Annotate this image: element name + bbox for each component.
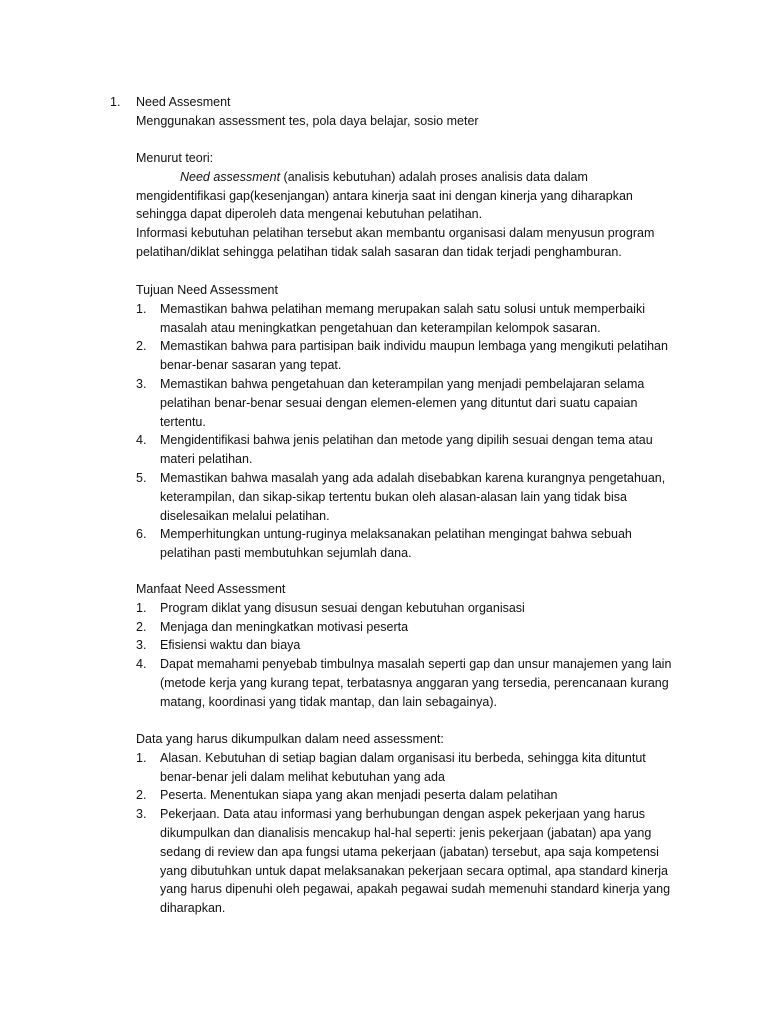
list-item-line: Mengidentifikasi bahwa jenis pelatihan dan metode yang dipilih sesuai dengan tema atau: [160, 433, 653, 448]
data-list: [136, 749, 716, 918]
list-item-line: Memastikan bahwa pengetahuan dan keterampilan yang menjadi pembelajaran selama: [160, 376, 645, 391]
list-item-line: Memperhitungkan untung-ruginya melaksanakan pelatihan mengingat bahwa sebuah: [160, 527, 632, 542]
list-item-number: 2.: [136, 339, 147, 354]
data-heading: Data yang harus dikumpulkan dalam need assessment:: [136, 732, 444, 746]
list-item-line: Memastikan bahwa masalah yang ada adalah disebabkan karena kurangnya pengetahuan,: [160, 470, 666, 485]
theory-para1-rest: (analisis kebutuhan) adalah proses analisis data dalam: [280, 169, 588, 184]
list-item-number: 3.: [136, 807, 147, 822]
list-item-line: keterampilan, dan sikap-sikap tertentu bukan oleh alasan-alasan lain yang tidak bisa: [160, 489, 627, 504]
list-item-line: Memastikan bahwa para partisipan baik individu maupun lembaga yang mengikuti pelatihan: [160, 339, 668, 354]
list-item-line: yang harus dipenuhi oleh pegawai, apakah pegawai sudah memenuhi standard kinerja yang: [160, 882, 671, 897]
list-item-line: pelatihan pasti membutuhkan sejumlah dana.: [160, 546, 412, 561]
tujuan-heading: Tujuan Need Assessment: [136, 283, 278, 297]
item1-number: 1.: [110, 95, 121, 109]
list-item: [136, 618, 716, 637]
list-item: [136, 525, 716, 563]
list-item-line: Pekerjaan. Data atau informasi yang berhubungan dengan aspek pekerjaan yang harus: [160, 807, 646, 822]
list-item-number: 3.: [136, 638, 147, 653]
list-item-line: masalah atau meningkatkan pengetahuan dan keterampilan kelompok sasaran.: [160, 320, 601, 335]
list-item-line: benar-benar sasaran yang tepat.: [160, 358, 342, 373]
list-item-line: yang dibutuhkan untuk dapat melaksanakan pekerjaan secara optimal, apa standard kinerja: [160, 863, 668, 878]
list-item-line: Menjaga dan meningkatkan motivasi peserta: [160, 619, 409, 634]
list-item-number: 1.: [136, 301, 147, 316]
item1-title: Need Assesment: [136, 95, 231, 109]
list-item-number: 3.: [136, 376, 147, 391]
list-item: [136, 300, 716, 338]
list-item-line: dikumpulkan dan dianalisis mencakup hal-hal seperti: jenis pekerjaan (jabatan) apa yang: [160, 825, 652, 840]
list-item: [136, 749, 716, 787]
list-item: [136, 636, 716, 655]
list-item-number: 1.: [136, 600, 147, 615]
list-item-number: 2.: [136, 788, 147, 803]
list-item-line: Program diklat yang disusun sesuai dengan kebutuhan organisasi: [160, 600, 525, 615]
list-item-line: diselesaikan melalui pelatihan.: [160, 508, 330, 523]
manfaat-section: [136, 580, 716, 712]
list-item-line: matang, koordinasi yang tidak mantap, dan lain sebagainya).: [160, 694, 498, 709]
list-item: [136, 469, 716, 525]
theory-para2-line1: Informasi kebutuhan pelatihan tersebut akan membantu organisasi dalam menyusun program: [136, 226, 655, 241]
theory-para2-line2: pelatihan/diklat sehingga pelatihan tidak salah sasaran dan tidak terjadi penghamburan.: [136, 244, 622, 259]
list-item: [136, 786, 716, 805]
list-item-number: 2.: [136, 619, 147, 634]
list-item-number: 6.: [136, 527, 147, 542]
manfaat-list: [136, 599, 716, 712]
list-item-line: Dapat memahami penyebab timbulnya masalah seperti gap dan unsur manajemen yang lain: [160, 657, 672, 672]
list-item: [136, 655, 716, 711]
list-item-line: (metode kerja yang kurang tepat, terbatasnya anggaran yang tersedia, perencanaan kurang: [160, 675, 669, 690]
list-item-line: diharapkan.: [160, 901, 226, 916]
list-item-line: benar-benar jeli dalam melihat kebutuhan yang ada: [160, 769, 445, 784]
list-item: [136, 337, 716, 375]
list-item-number: 1.: [136, 750, 147, 765]
list-item-number: 5.: [136, 470, 147, 485]
list-item-line: Peserta. Menentukan siapa yang akan menjadi peserta dalam pelatihan: [160, 788, 558, 803]
theory-heading: Menurut teori:: [136, 151, 214, 165]
tujuan-list: [136, 300, 716, 563]
list-item-number: 4.: [136, 657, 147, 672]
need-assessment-term: Need assessment: [180, 169, 281, 184]
list-item: [136, 805, 716, 918]
list-item: [136, 431, 716, 469]
list-item-number: 4.: [136, 433, 147, 448]
theory-para1-line2: mengidentifikasi gap(kesenjangan) antara kinerja saat ini dengan kinerja yang diharapkan: [136, 188, 633, 203]
manfaat-heading: Manfaat Need Assessment: [136, 582, 286, 596]
theory-para1-line1: [136, 168, 696, 187]
theory-para1-line3: sehingga dapat diperoleh data mengenai kebutuhan pelatihan.: [136, 207, 483, 222]
item1-subtitle: Menggunakan assessment tes, pola daya belajar, sosio meter: [136, 114, 479, 128]
list-item-line: pelatihan benar-benar sesuai dengan elemen-elemen yang dituntut dari suatu capaian: [160, 395, 638, 410]
list-item: [136, 375, 716, 431]
data-section: [136, 730, 716, 918]
tujuan-section: [136, 281, 716, 563]
list-item-line: Efisiensi waktu dan biaya: [160, 638, 301, 653]
list-item: [136, 599, 716, 618]
list-item-line: Alasan. Kebutuhan di setiap bagian dalam organisasi itu berbeda, sehingga kita dituntut: [160, 750, 646, 765]
list-item-line: tertentu.: [160, 414, 206, 429]
theory-section: [136, 149, 696, 262]
list-item-line: materi pelatihan.: [160, 452, 253, 467]
list-item-line: sedang di review dan apa fungsi utama pekerjaan (jabatan) tersebut, apa saja kompetensi: [160, 844, 659, 859]
list-item-line: Memastikan bahwa pelatihan memang merupakan salah satu solusi untuk memperbaiki: [160, 301, 645, 316]
